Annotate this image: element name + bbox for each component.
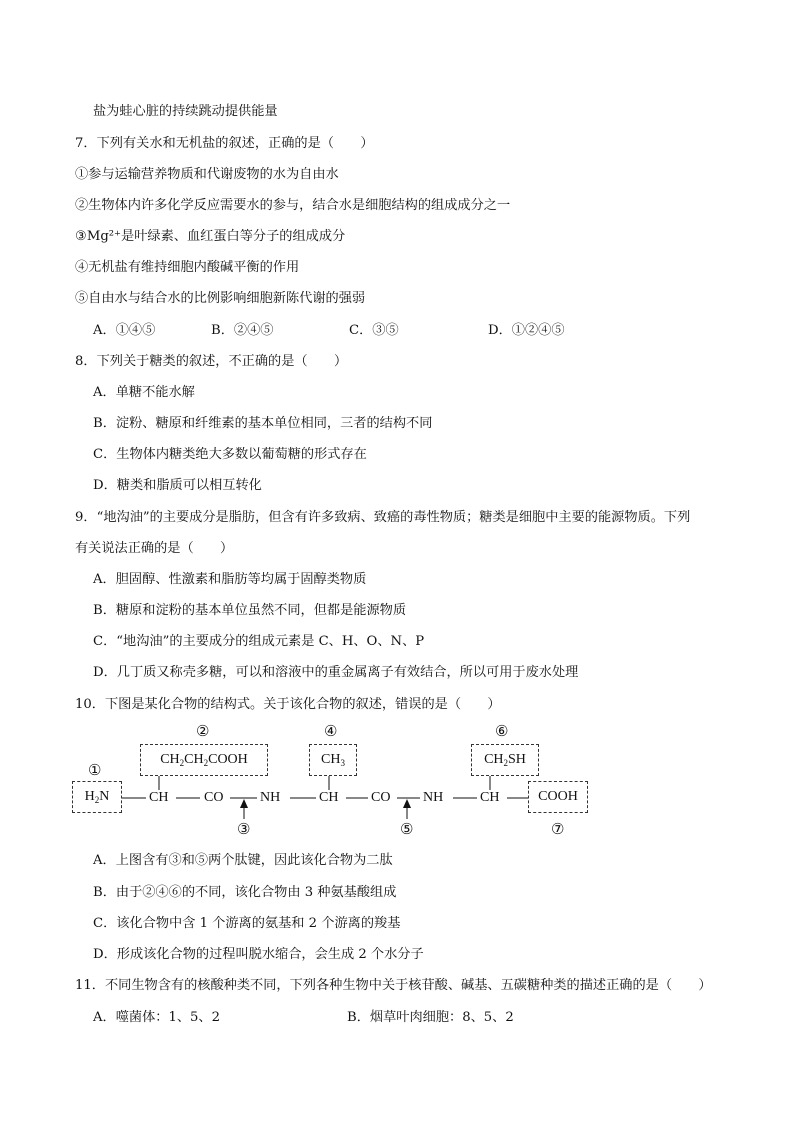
q10-option-d: D．形成该化合物的过程叫脱水缩合，会生成 2 个水分子 [93, 947, 424, 962]
backbone-ch-1: CH [149, 790, 169, 805]
q7-statement-5: ⑤自由水与结合水的比例影响细胞新陈代谢的强弱 [75, 291, 366, 306]
q9-stem-line-2: 有关说法正确的是（ ） [75, 541, 234, 556]
continued-text: 盐为蛙心脏的持续跳动提供能量 [93, 104, 278, 119]
q10-stem: 10．下图是某化合物的结构式。关于该化合物的叙述，错误的是（ ） [75, 697, 501, 712]
q9-option-a: A．胆固醇、性激素和脂肪等均属于固醇类物质 [93, 572, 367, 587]
q9-option-c: C．“地沟油”的主要成分的组成元素是 C、H、O、N、P [93, 634, 425, 649]
q9-stem-line-1: 9．“地沟油”的主要成分是脂肪，但含有许多致病、致癌的毒性物质；糖类是细胞中主要的能源物质。下列 [75, 510, 691, 525]
backbone-co-1: CO [204, 790, 224, 805]
q11-stem: 11．不同生物含有的核酸种类不同，下列各种生物中关于核苷酸、碱基、五碳糖种类的描述正确的是（ ） [75, 978, 712, 993]
carboxyl-group-text: COOH [538, 789, 578, 804]
q7-option-b: B．②④⑤ [211, 323, 274, 338]
backbone-nh-2: NH [423, 790, 444, 805]
label-5: ⑤ [400, 820, 414, 838]
backbone-co-2: CO [371, 790, 391, 805]
q9-option-b: B．糖原和淀粉的基本单位虽然不同，但都是能源物质 [93, 603, 407, 618]
label-3: ③ [237, 820, 251, 838]
q11-option-b: B．烟草叶肉细胞：8、5、2 [347, 1010, 514, 1025]
q7-stem: 7．下列有关水和无机盐的叙述，正确的是（ ） [75, 136, 374, 151]
q9-option-d: D．几丁质又称壳多糖，可以和溶液中的重金属离子有效结合，所以可用于废水处理 [93, 665, 579, 680]
amino-group-box [72, 781, 122, 813]
label-2: ② [196, 722, 210, 740]
q8-stem: 8．下列关于糖类的叙述，不正确的是（ ） [75, 354, 348, 369]
q7-option-a: A．①④⑤ [93, 323, 156, 338]
label-7: ⑦ [551, 820, 565, 838]
q7-option-d: D．①②④⑤ [488, 323, 565, 338]
r-group-6-box [471, 744, 539, 776]
r-group-6-text: $CH_2SH$ [484, 752, 526, 768]
r-group-4-text: $CH_3$ [321, 752, 345, 768]
backbone-ch-3: CH [480, 790, 500, 805]
backbone-ch-2: CH [319, 790, 339, 805]
q10-option-a: A．上图含有③和⑤两个肽键，因此该化合物为二肽 [93, 853, 393, 868]
q7-statement-4: ④无机盐有维持细胞内酸碱平衡的作用 [75, 260, 300, 275]
r-group-2-text: $CH_2CH_2COOH$ [160, 752, 248, 768]
q8-option-d: D．糖类和脂质可以相互转化 [93, 478, 262, 493]
q8-option-a: A．单糖不能水解 [93, 385, 195, 400]
q7-statement-1: ①参与运输营养物质和代谢废物的水为自由水 [75, 167, 339, 182]
backbone-nh-1: NH [260, 790, 281, 805]
q7-statement-2: ②生物体内许多化学反应需要水的参与，结合水是细胞结构的组成成分之一 [75, 198, 511, 213]
q8-option-c: C．生物体内糖类绝大多数以葡萄糖的形式存在 [93, 447, 367, 462]
carboxyl-group-box [528, 781, 588, 813]
q10-option-c: C．该化合物中含 1 个游离的氨基和 2 个游离的羧基 [93, 916, 401, 931]
r-group-4-box [309, 744, 357, 776]
q7-statement-3: ③Mg²⁺是叶绿素、血红蛋白等分子的组成成分 [75, 229, 346, 244]
label-1: ① [88, 761, 102, 779]
q7-option-c: C．③⑤ [349, 323, 399, 338]
q8-option-b: B．淀粉、糖原和纤维素的基本单位相同，三者的结构不同 [93, 416, 433, 431]
label-4: ④ [324, 722, 338, 740]
r-group-2-box [140, 744, 268, 776]
amino-group-text: $H_2N$ [84, 789, 110, 805]
q10-option-b: B．由于②④⑥的不同，该化合物由 3 种氨基酸组成 [93, 885, 397, 900]
label-6: ⑥ [495, 722, 509, 740]
q11-option-a: A．噬菌体：1、5、2 [93, 1010, 221, 1025]
